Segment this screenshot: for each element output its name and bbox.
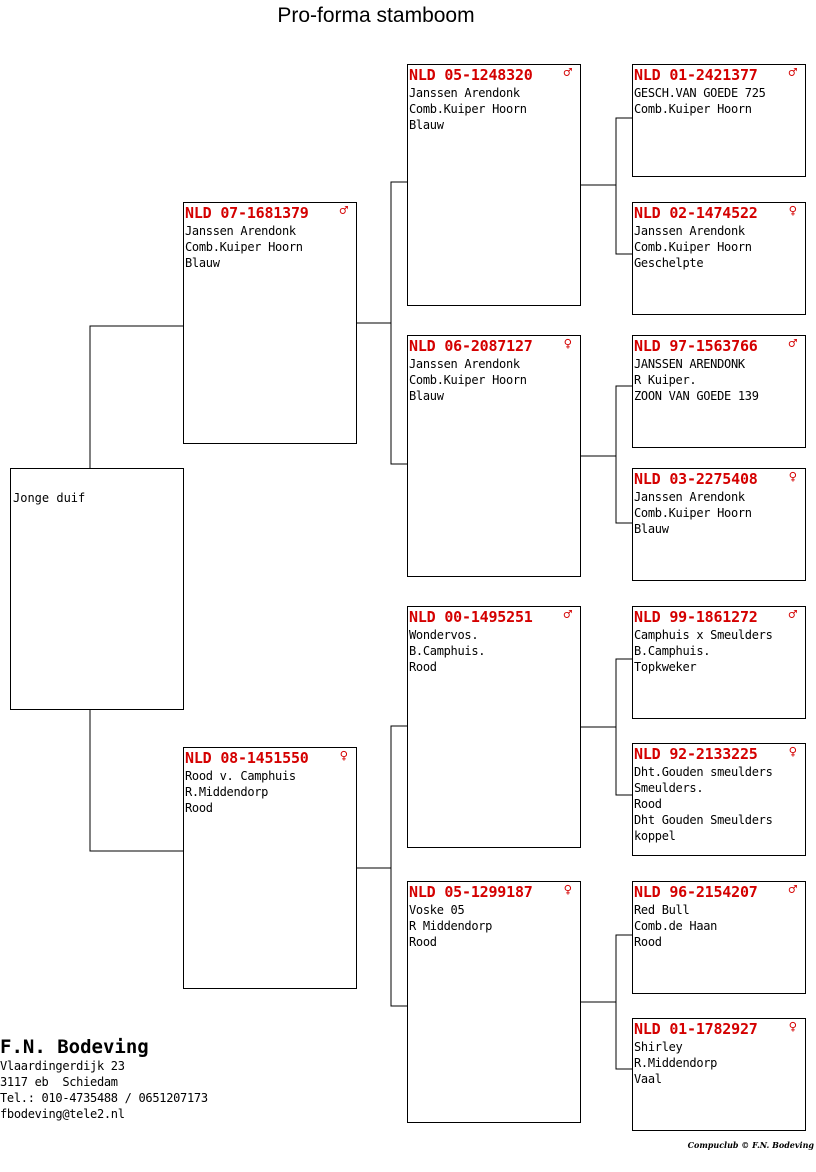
- connector-young-dam: [90, 709, 183, 851]
- bird-info-line: Janssen Arendonk: [409, 86, 520, 100]
- bird-info-line: Voske 05: [409, 903, 465, 917]
- bird-box-sss: [632, 64, 806, 177]
- bird-box-ssd: [632, 202, 806, 315]
- bird-info-line: Shirley: [634, 1040, 683, 1054]
- ring-number: NLD 96-2154207: [634, 883, 758, 901]
- bird-info-line: Janssen Arendonk: [634, 490, 745, 504]
- ring-number: NLD 00-1495251: [409, 608, 533, 626]
- bird-info-line: GESCH.VAN GOEDE 725: [634, 86, 766, 100]
- bird-info-line: Comb.Kuiper Hoorn: [409, 373, 527, 387]
- bird-info-line: ZOON VAN GOEDE 139: [634, 389, 759, 403]
- bird-info-line: Rood: [409, 935, 437, 949]
- owner-address: Vlaardingerdijk 23: [0, 1059, 125, 1073]
- male-icon: ♂: [788, 882, 797, 898]
- owner-info: [0, 1036, 208, 1122]
- connector-ds-branch: [616, 659, 632, 795]
- bird-info-line: JANSSEN ARENDONK: [634, 357, 745, 371]
- bird-info-line: Comb.Kuiper Hoorn: [634, 102, 752, 116]
- ring-number: NLD 01-2421377: [634, 66, 758, 84]
- bird-info-line: Comb.Kuiper Hoorn: [634, 240, 752, 254]
- bird-info-line: Rood: [185, 801, 213, 815]
- bird-info-line: Janssen Arendonk: [634, 224, 745, 238]
- bird-box-sdd: [632, 468, 806, 581]
- connector-dam-branch: [391, 726, 407, 1006]
- ring-number: NLD 03-2275408: [634, 470, 758, 488]
- ring-number: NLD 05-1299187: [409, 883, 533, 901]
- owner-name: F.N. Bodeving: [0, 1036, 149, 1058]
- bird-info-line: Janssen Arendonk: [409, 357, 520, 371]
- bird-info-line: R Middendorp: [409, 919, 493, 933]
- owner-phone: Tel.: 010-4735488 / 0651207173: [0, 1091, 208, 1105]
- female-icon: ♀: [788, 469, 797, 485]
- ring-number: NLD 92-2133225: [634, 745, 758, 763]
- bird-info-line: Comb.Kuiper Hoorn: [634, 506, 752, 520]
- bird-info-line: Comb.Kuiper Hoorn: [409, 102, 527, 116]
- female-icon: ♀: [788, 744, 797, 760]
- bird-info-line: koppel: [634, 829, 676, 843]
- female-icon: ♀: [788, 1019, 797, 1035]
- bird-info-line: Janssen Arendonk: [185, 224, 296, 238]
- ring-number: NLD 97-1563766: [634, 337, 758, 355]
- bird-info-line: B.Camphuis.: [634, 644, 711, 658]
- ring-number: NLD 07-1681379: [185, 204, 309, 222]
- page-title: Pro-forma stamboom: [277, 4, 475, 27]
- bird-info-line: Vaal: [634, 1072, 662, 1086]
- ring-number: NLD 01-1782927: [634, 1020, 758, 1038]
- bird-info-line: Blauw: [409, 118, 444, 132]
- female-icon: ♀: [339, 748, 348, 764]
- ring-number: NLD 08-1451550: [185, 749, 309, 767]
- ring-number: NLD 06-2087127: [409, 337, 533, 355]
- bird-info-line: Comb.de Haan: [634, 919, 718, 933]
- bird-box-dd: [407, 881, 581, 1123]
- connector-dd-branch: [616, 935, 632, 1069]
- female-icon: ♀: [563, 882, 572, 898]
- bird-info-line: B.Camphuis.: [409, 644, 486, 658]
- bird-info-line: Wondervos.: [409, 628, 479, 642]
- bird-box-dds: [632, 881, 806, 994]
- connector-sire-branch: [391, 182, 407, 464]
- connector-young-sire: [90, 326, 183, 468]
- bird-info-line: Geschelpte: [634, 256, 704, 270]
- bird-box-dsd: [632, 743, 806, 856]
- connector-ss-branch: [616, 118, 632, 254]
- bird-box-dam: [183, 747, 357, 989]
- bird-info-line: Rood: [634, 797, 662, 811]
- male-icon: ♂: [788, 336, 797, 352]
- bird-info-line: Blauw: [409, 389, 444, 403]
- bird-info-line: Red Bull: [634, 903, 690, 917]
- male-icon: ♂: [339, 203, 348, 219]
- bird-info-line: Rood v. Camphuis: [185, 769, 296, 783]
- bird-info-line: Smeulders.: [634, 781, 704, 795]
- connector-sd-branch: [616, 386, 632, 523]
- bird-info-line: R.Middendorp: [634, 1056, 718, 1070]
- bird-box-ss: [407, 64, 581, 306]
- bird-box-ddd: [632, 1018, 806, 1131]
- male-icon: ♂: [788, 65, 797, 81]
- bird-box-dss: [632, 606, 806, 719]
- ring-number: NLD 05-1248320: [409, 66, 533, 84]
- bird-info-line: Dht.Gouden smeulders: [634, 765, 773, 779]
- bird-info-line: Dht Gouden Smeulders: [634, 813, 773, 827]
- bird-info-line: Blauw: [634, 522, 669, 536]
- bird-info-line: Topkweker: [634, 660, 697, 674]
- female-icon: ♀: [563, 336, 572, 352]
- young-bird-label: Jonge duif: [13, 491, 86, 505]
- bird-info-line: Comb.Kuiper Hoorn: [185, 240, 303, 254]
- male-icon: ♂: [563, 607, 572, 623]
- young-bird-box: [10, 468, 184, 710]
- bird-info-line: Rood: [409, 660, 437, 674]
- bird-box-sire: [183, 202, 357, 444]
- bird-info-line: Camphuis x Smeulders: [634, 628, 773, 642]
- bird-info-line: Blauw: [185, 256, 220, 270]
- ring-number: NLD 99-1861272: [634, 608, 758, 626]
- bird-box-sd: [407, 335, 581, 577]
- male-icon: ♂: [563, 65, 572, 81]
- owner-city: 3117 eb Schiedam: [0, 1075, 118, 1089]
- credit-footer: Compuclub © F.N. Bodeving: [687, 1140, 814, 1150]
- bird-box-sds: [632, 335, 806, 448]
- male-icon: ♂: [788, 607, 797, 623]
- female-icon: ♀: [788, 203, 797, 219]
- bird-box-ds: [407, 606, 581, 848]
- ring-number: NLD 02-1474522: [634, 204, 758, 222]
- bird-info-line: R.Middendorp: [185, 785, 269, 799]
- bird-info-line: Rood: [634, 935, 662, 949]
- bird-info-line: R Kuiper.: [634, 373, 697, 387]
- owner-email: fbodeving@tele2.nl: [0, 1107, 125, 1121]
